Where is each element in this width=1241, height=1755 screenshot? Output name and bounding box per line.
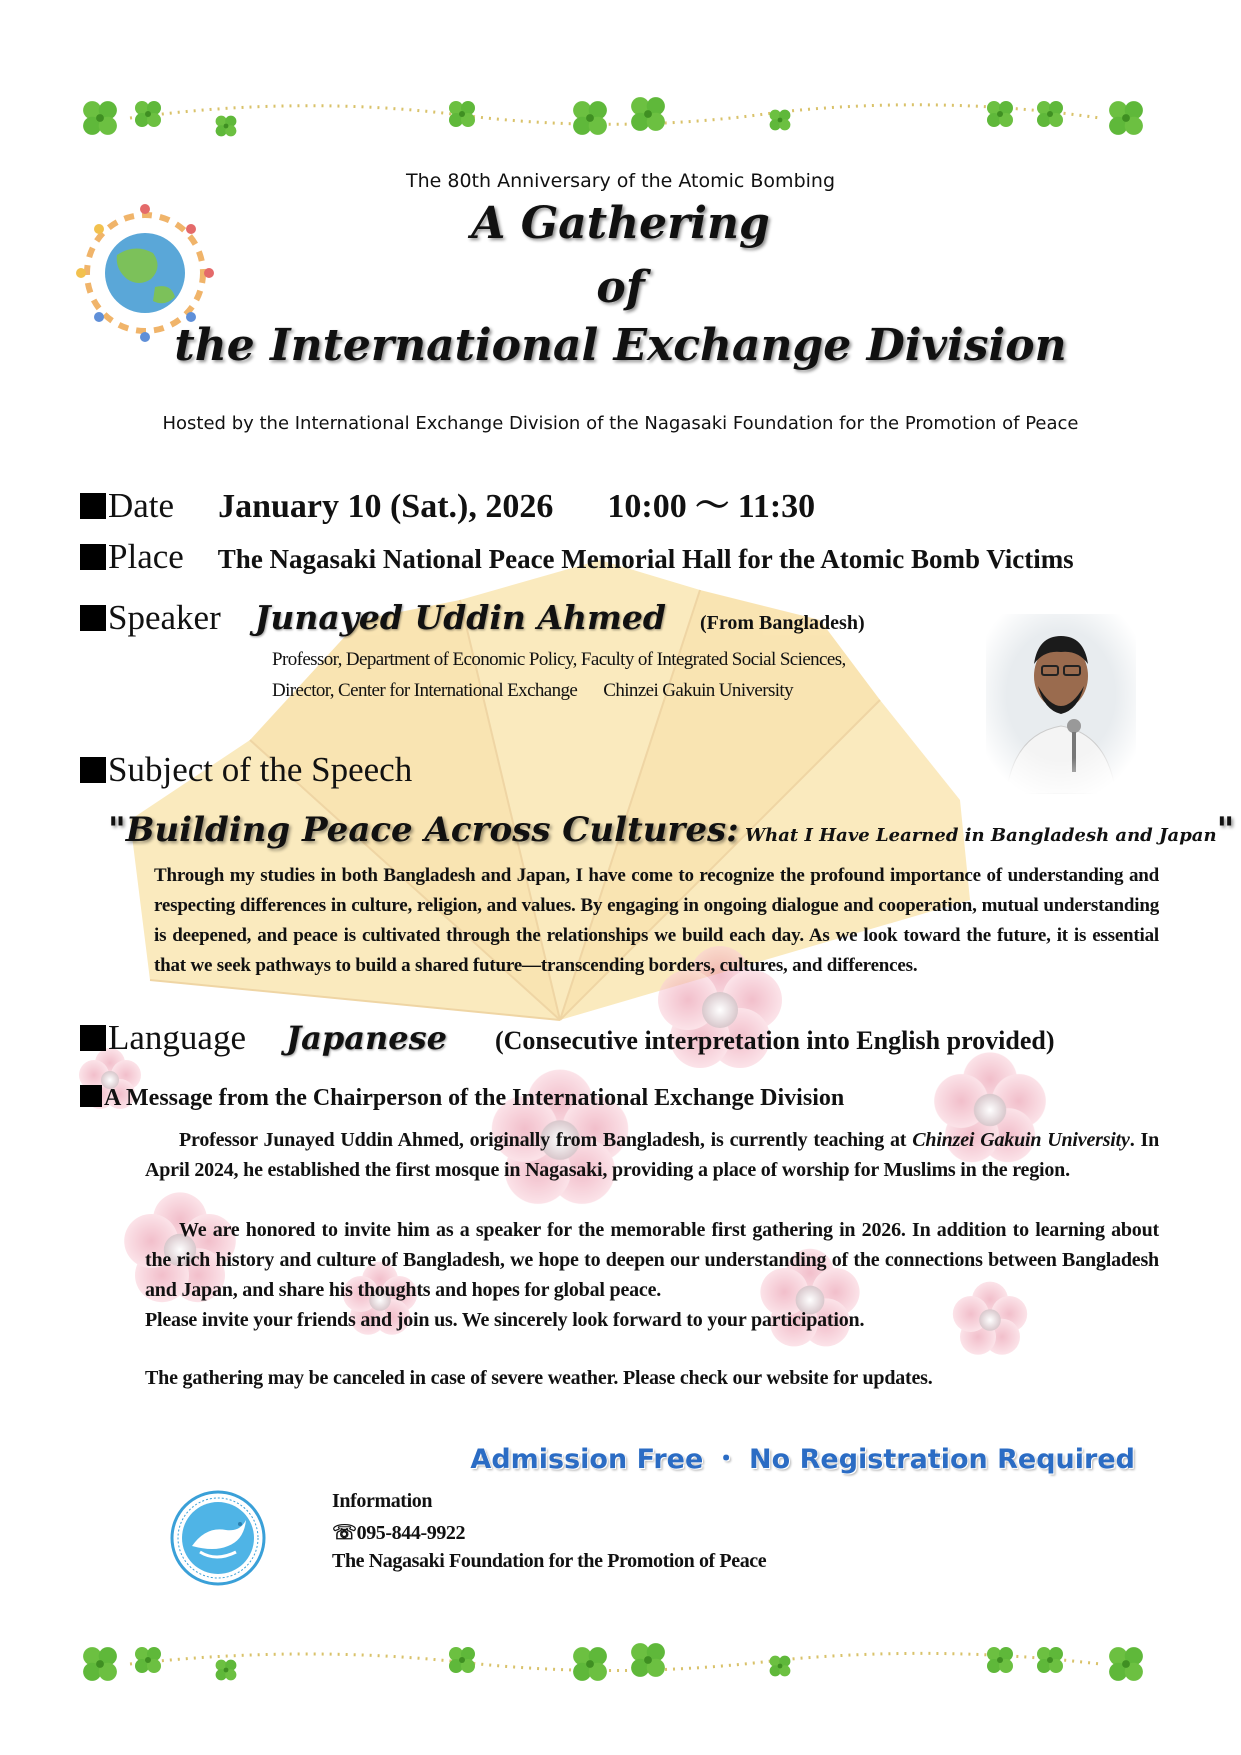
info-organization: The Nagasaki Foundation for the Promotion of Peace [332, 1550, 767, 1572]
message-p1-a: Professor Junayed Uddin Ahmed, originally from Bangladesh, is currently teaching at [179, 1129, 913, 1151]
foundation-logo-icon [170, 1490, 266, 1586]
main-title-line3: the International Exchange Division [174, 320, 1067, 371]
speech-title-sub: What I Have Learned in Bangladesh and Japan [738, 825, 1217, 846]
message-p1-university: Chinzei Gakuin University [912, 1129, 1130, 1151]
message-heading [80, 1085, 844, 1112]
message-label: A Message from the Chairperson of the International Exchange Division [104, 1085, 845, 1111]
speaker-affiliation-line2 [272, 680, 793, 702]
bottom-clover-border [83, 1643, 1143, 1681]
open-quote: " [108, 810, 126, 850]
top-clover-border [83, 97, 1143, 136]
language-value: Japanese [285, 1019, 447, 1057]
weather-notice: The gathering may be canceled in case of severe weather. Please check our website for updates. [145, 1367, 933, 1389]
speech-abstract: Through my studies in both Bangladesh and Japan, I have come to recognize the profound importance of understanding and respecting differences in culture, religion, and values. By engaging in ongoing dialogue and cooperation, mutual understanding is deepened, and peace is cultivated through the relationships we build each day. As we look toward the future, it is essential that we seek pathways to build a shared future—transcending borders, cultures, and differences. [154, 865, 1159, 976]
message-paragraph-3: Please invite your friends and join us. We sincerely look forward to your participation. [145, 1309, 865, 1331]
message-paragraph-2: We are honored to invite him as a speaker for the memorable first gathering in 2026. In addition to learning about the rich history and culture of Bangladesh, we hope to deepen our understanding of the connections between Bangladesh and Japan, and share his thoughts and hopes for global peace. [145, 1219, 1159, 1301]
speaker-name: Junayed Uddin Ahmed [254, 598, 666, 637]
date-value: January 10 (Sat.), 2026 [218, 488, 554, 525]
affiliation-university: Chinzei Gakuin University [603, 680, 794, 701]
bullet-square-icon [80, 605, 106, 631]
admission-banner: Admission Free ・ No Registration Required [470, 1444, 1135, 1475]
main-title-line2: of [596, 262, 645, 313]
speaker-photo [986, 614, 1136, 794]
bullet-square-icon [80, 544, 106, 570]
anniversary-subtitle: The 80th Anniversary of the Atomic Bombing [405, 170, 836, 192]
language-note: (Consecutive interpretation into English provided) [494, 1026, 1055, 1055]
language-row [80, 1018, 1054, 1058]
info-title: Information [332, 1490, 433, 1512]
info-phone: ☏095-844-9922 [332, 1522, 466, 1544]
date-row [80, 478, 815, 527]
close-quote: " [1216, 810, 1235, 850]
speech-title-main: Building Peace Across Cultures: [125, 810, 739, 850]
message-p1-b: . In April 2024, he established the first mosque in Nagasaki, providing a place of worship for Muslims in the region. [145, 1129, 1160, 1181]
language-label: Language [108, 1018, 246, 1057]
place-row [80, 537, 1074, 577]
subject-label: Subject of the Speech [108, 750, 413, 789]
place-value: The Nagasaki National Peace Memorial Hall for the Atomic Bomb Victims [217, 544, 1074, 574]
hosted-by-text: Hosted by the International Exchange Division of the Nagasaki Foundation for the Promotion of Peace [162, 413, 1079, 434]
bullet-square-icon [80, 757, 106, 783]
speaker-row [80, 598, 865, 638]
speaker-affiliation-line1: Professor, Department of Economic Policy, Faculty of Integrated Social Sciences, [272, 649, 846, 670]
speech-title [108, 810, 1234, 850]
bullet-square-icon [80, 1025, 106, 1051]
subject-row [80, 750, 412, 790]
affiliation-director: Director, Center for International Exchange [272, 680, 578, 701]
speaker-label: Speaker [108, 598, 221, 637]
place-label: Place [108, 537, 184, 576]
bullet-square-icon [80, 493, 106, 519]
message-paragraph-1 [145, 1125, 1159, 1185]
speaker-origin: (From Bangladesh) [699, 612, 865, 634]
main-title-line1: A Gathering [471, 198, 770, 249]
bullet-square-icon [80, 1085, 102, 1107]
date-label: Date [108, 486, 175, 525]
time-value: 10:00 ～ 11:30 [607, 488, 816, 525]
